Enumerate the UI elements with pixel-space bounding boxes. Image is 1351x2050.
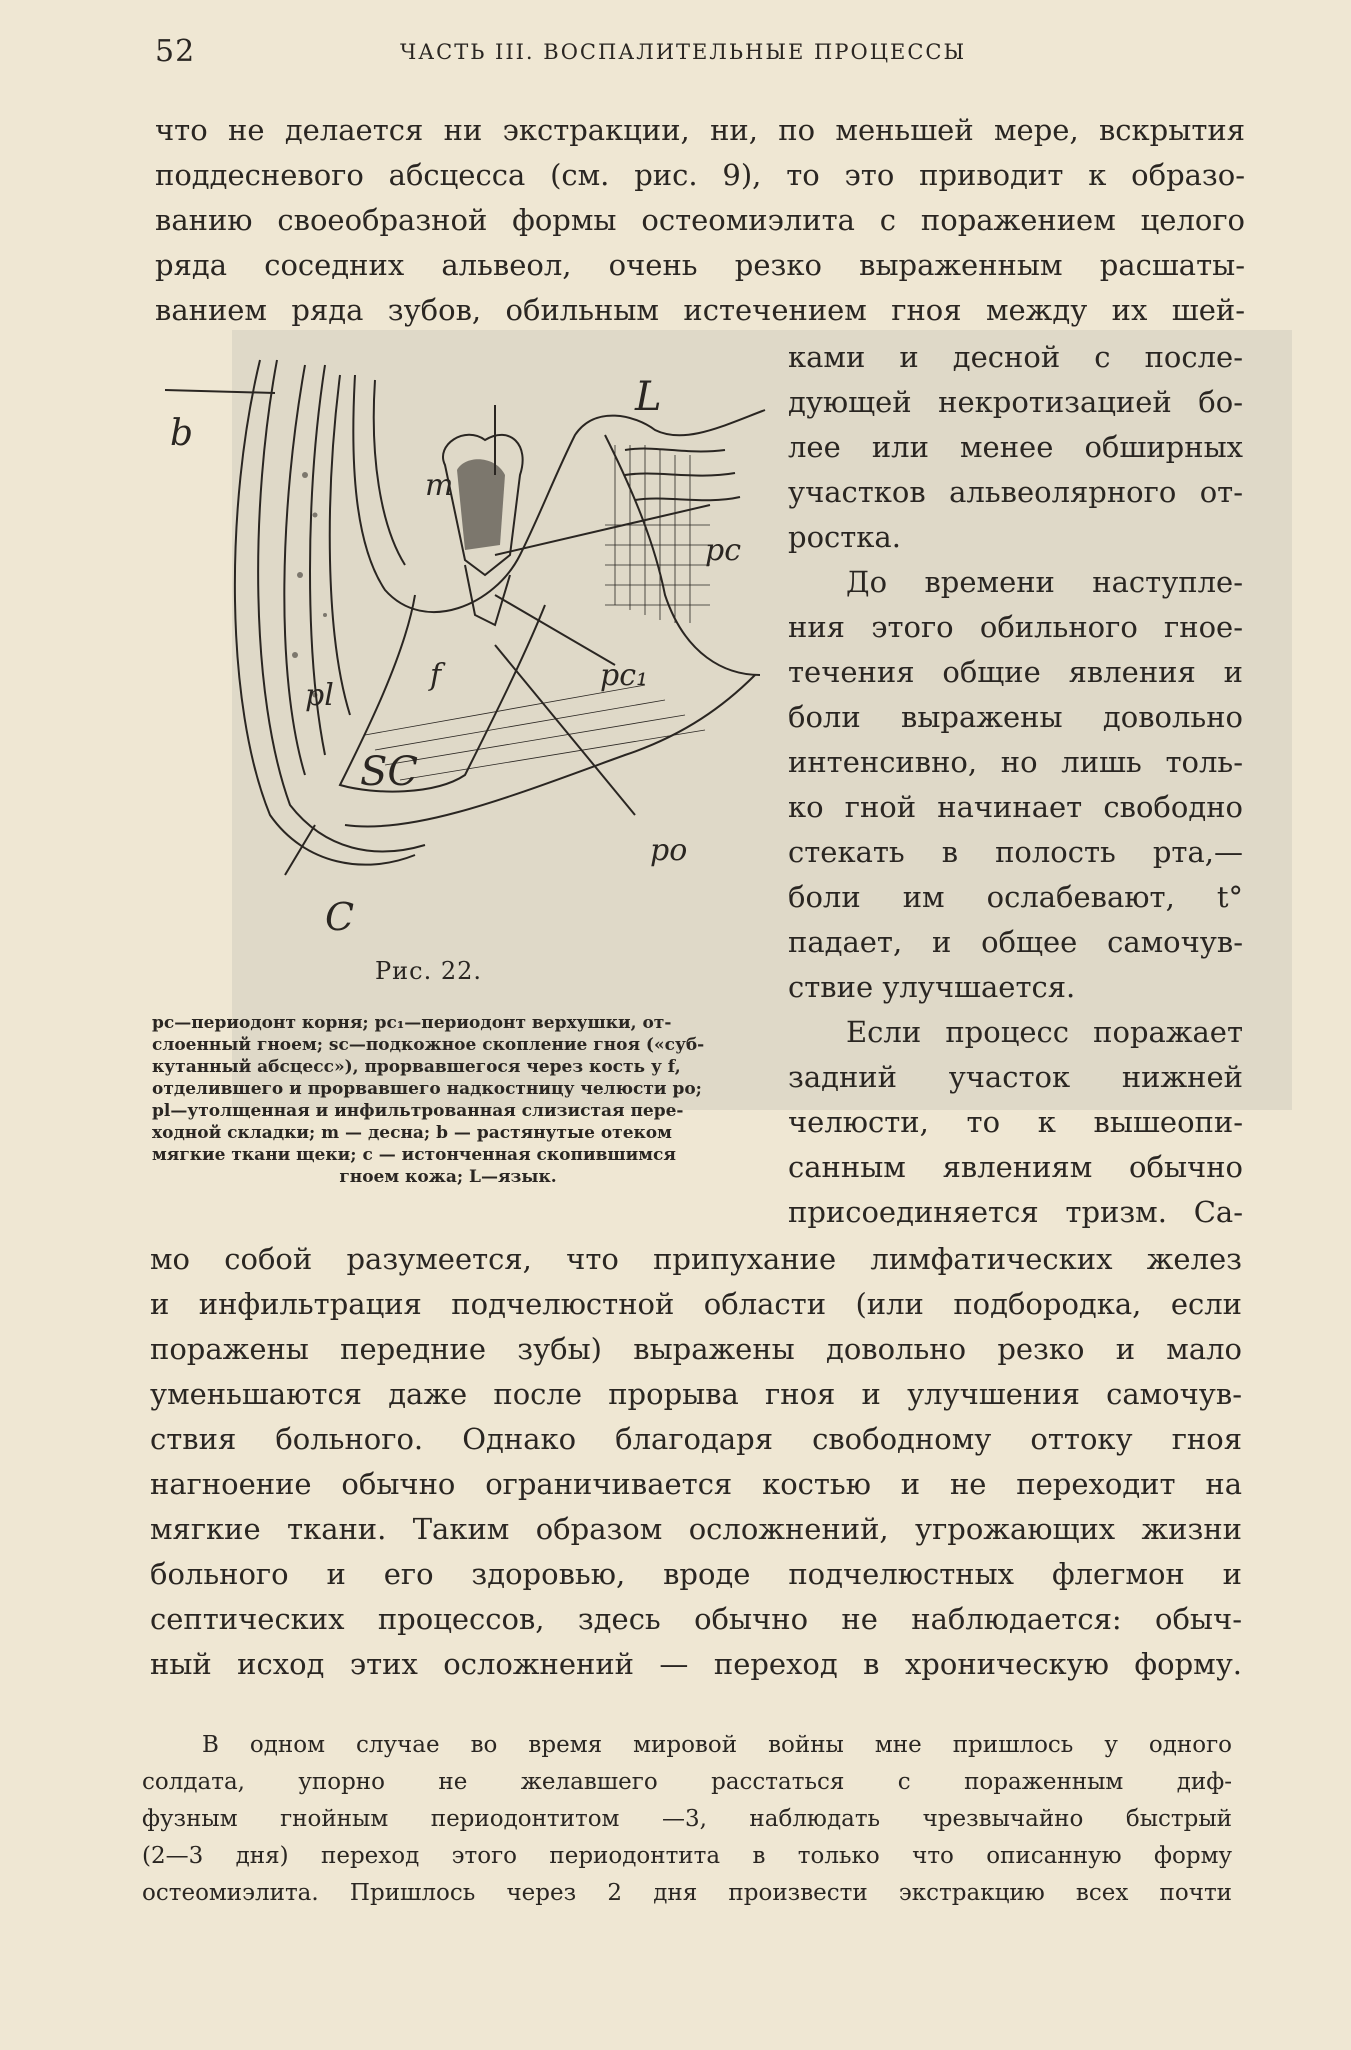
figure-letter-sc: SC (360, 749, 419, 795)
jaw-cross-section-drawing (165, 355, 765, 939)
text-line: боли им ослабевают, t° (788, 880, 1243, 914)
text-line: стекать в полость рта,— (788, 835, 1243, 869)
leader-pc1 (495, 595, 615, 665)
figure-letter-po: po (650, 833, 688, 868)
figure-label: Рис. 22. (375, 957, 483, 985)
text-line: ния этого обильного гное- (788, 610, 1243, 644)
text-line: фузным гнойным периодонтитом —3, наблюдать чрезвычайно быстрый (142, 1806, 1232, 1832)
leader-b (165, 390, 275, 393)
text-line: солдата, упорно не желавшего расстаться с пораженным диф- (142, 1769, 1232, 1795)
text-line: ствия больного. Однако благодаря свободному оттоку гноя (150, 1422, 1242, 1456)
text-line: течения общие явления и (788, 655, 1243, 689)
figure-letter-pc1: pc₁ (600, 658, 649, 693)
text-line: поражены передние зубы) выражены довольно резко и мало (150, 1332, 1242, 1366)
text-line: лее или менее обширных (788, 430, 1243, 464)
text-line: участков альвеолярного от- (788, 475, 1243, 509)
page-header (150, 30, 1250, 70)
small-print-note (142, 1727, 1232, 1912)
caption-line: pl—утолщенная и инфильтрованная слизистая пере- (152, 1101, 684, 1121)
cheek-layer-1 (284, 365, 305, 775)
caption-line: кутанный абсцесс»), прорвавшегося через кость у f, (152, 1057, 681, 1077)
figure-letter-m: m (425, 468, 454, 503)
text-line: больного и его здоровью, вроде подчелюстных флегмон и (150, 1557, 1242, 1591)
caption-line: слоенный гноем; sc—подкожное скопление гноя («суб- (152, 1035, 705, 1055)
text-line: септических процессов, здесь обычно не наблюдается: обыч- (150, 1602, 1242, 1636)
text-line: присоединяется тризм. Са- (788, 1195, 1243, 1229)
leader-pc (495, 505, 710, 555)
text-line: боли выражены довольно (788, 700, 1243, 734)
caption-line: гноем кожа; L—язык. (339, 1167, 557, 1187)
running-head: ЧАСТЬ III. ВОСПАЛИТЕЛЬНЫЕ ПРОЦЕССЫ (400, 40, 967, 64)
text-line: ряда соседних альвеол, очень резко выраженным расшаты- (155, 248, 1245, 282)
figure-letter-b: b (170, 413, 194, 454)
text-line: дующей некротизацией бо- (788, 385, 1243, 419)
text-line: (2—3 дня) переход этого периодонтита в только что описанную форму (142, 1843, 1232, 1869)
figure-letter-L: L (635, 374, 662, 420)
figure-letter-c: C (325, 895, 355, 939)
text-line: санным явлениям обычно (788, 1150, 1243, 1184)
text-line: ный исход этих осложнений — переход в хроническую форму. (150, 1647, 1242, 1681)
text-line: нагноение обычно ограничивается костью и не переходит на (150, 1467, 1242, 1501)
text-line: До времени наступле- (846, 565, 1243, 599)
text-line: падает, и общее самочув- (788, 925, 1243, 959)
text-line: что не делается ни экстракции, ни, по меньшей мере, вскрытия (155, 113, 1245, 147)
text-line: остеомиэлита. Пришлось через 2 дня произвести экстракцию всех почти (142, 1880, 1232, 1906)
figure-letter-pl: pl (305, 678, 334, 713)
caption-line: ходной складки; m — десна; b — растянутые отеком (152, 1123, 672, 1143)
text-line: мягкие ткани. Таким образом осложнений, угрожающих жизни (150, 1512, 1242, 1546)
text-line: интенсивно, но лишь толь- (788, 745, 1243, 779)
text-line: ванию своеобразной формы остеомиэлита с поражением целого (155, 203, 1245, 237)
page-number: 52 (155, 34, 196, 69)
figure-letter-f: f (430, 658, 442, 693)
gum-line (353, 375, 765, 612)
paragraph-bottom (150, 1237, 1242, 1687)
figure-letter-pc: pc (705, 533, 742, 568)
text-line: ствие улучшается. (788, 970, 1076, 1004)
text-line: мо собой разумеется, что припухание лимфатических желез (150, 1242, 1242, 1276)
text-line: челюсти, то к вышеопи- (788, 1105, 1243, 1139)
text-line: ками и десной с после- (788, 340, 1243, 374)
paragraph-top (155, 108, 1245, 333)
text-line: Если процесс поражает (846, 1015, 1243, 1049)
figure-22-illustration (165, 355, 765, 939)
text-line: ко гной начинает свободно (788, 790, 1243, 824)
text-line: уменьшаются даже после прорыва гноя и улучшения самочув- (150, 1377, 1242, 1411)
leader-c (285, 825, 315, 875)
caption-line: pc—периодонт корня; pc₁—периодонт верхушки, от- (152, 1013, 672, 1033)
caption-line: отделившего и прорвавшего надкостницу челюсти po; (152, 1079, 702, 1099)
text-line: ванием ряда зубов, обильным истечением гноя между их шей- (155, 293, 1245, 327)
text-line: задний участок нижней (788, 1060, 1243, 1094)
right-column-text (788, 335, 1243, 1235)
text-line: В одном случае во время мировой войны мне пришлось у одного (202, 1732, 1232, 1758)
caption-line: мягкие ткани щеки; c — истонченная скопившимся (152, 1145, 676, 1165)
figure-caption (152, 1012, 744, 1188)
text-line: ростка. (788, 520, 901, 554)
text-line: поддесневого абсцесса (см. рис. 9), то это приводит к образо- (155, 158, 1245, 192)
text-line: и инфильтрация подчелюстной области (или подбородка, если (150, 1287, 1242, 1321)
